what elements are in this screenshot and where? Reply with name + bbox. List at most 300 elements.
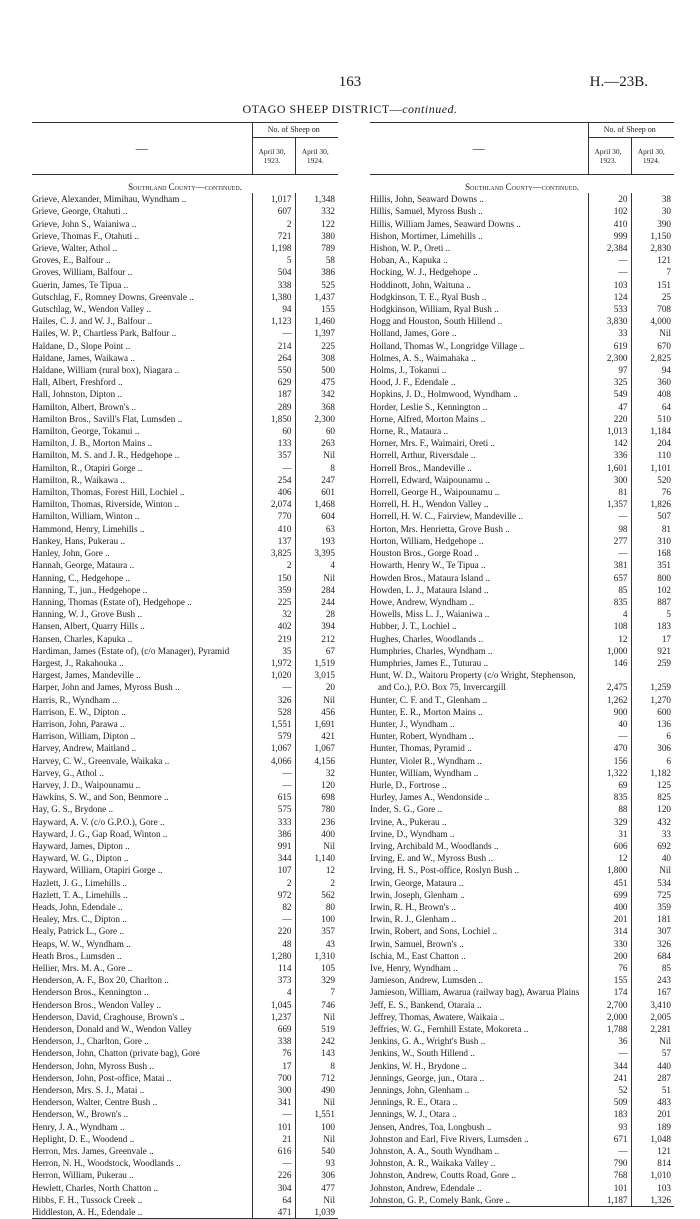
header-group-label: No. of Sheep on	[588, 123, 674, 138]
holder-name: Grieve, Thomas F., Otahuti ..	[32, 230, 140, 241]
sheep-1923: 1,000	[588, 645, 631, 657]
sheep-1924: 204	[631, 437, 674, 449]
sheep-1923: —	[588, 730, 631, 742]
sheep-1924: 825	[631, 791, 674, 803]
sheep-1923: 289	[252, 401, 295, 413]
holder-name: Henderson, Mrs. S. J., Matai ..	[32, 1085, 145, 1096]
sheep-1923: 88	[588, 803, 631, 815]
holder-name: Jeffrey, Thomas, Awatere, Waikaia ..	[370, 1011, 505, 1022]
header-col-1924: April 30, 1924.	[631, 138, 674, 175]
sheep-1924: 1,067	[295, 742, 338, 754]
sheep-1924: 1,551	[295, 1108, 338, 1120]
holder-name: Hall, Johnston, Dipton ..	[32, 389, 123, 400]
table-row	[370, 755, 674, 767]
sheep-1924: 432	[631, 816, 674, 828]
sheep-1923: 20	[588, 193, 631, 205]
sheep-1924: 242	[295, 1035, 338, 1047]
table-row	[32, 474, 338, 486]
sheep-1923: 17	[252, 1060, 295, 1072]
holder-name: Hillis, William James, Seaward Downs ..	[370, 218, 521, 229]
sheep-1924: 20	[295, 681, 338, 693]
sheep-1923: 241	[588, 1072, 631, 1084]
holder-name: Hopkins, J. D., Holmwood, Wyndham ..	[370, 389, 518, 400]
holder-name: Jennings, W. J., Otara ..	[370, 1109, 457, 1120]
sheep-1924: 4,000	[631, 315, 674, 327]
sheep-1924: 525	[295, 279, 338, 291]
sheep-1923: 85	[588, 584, 631, 596]
sheep-1924: 125	[631, 779, 674, 791]
sheep-1924: 725	[631, 889, 674, 901]
table-row	[370, 1108, 674, 1120]
holder-name: Gutschlag, W., Wendon Valley ..	[32, 304, 152, 315]
sheep-1924: 326	[631, 938, 674, 950]
sheep-1923: 575	[252, 803, 295, 815]
sheep-1924: 1,184	[631, 425, 674, 437]
holder-name: Irwin, Samuel, Brown's ..	[370, 938, 464, 949]
sheep-1924: 63	[295, 523, 338, 535]
table-row	[370, 938, 674, 950]
sheep-1924: 32	[295, 767, 338, 779]
sheep-1923: 103	[588, 279, 631, 291]
holder-name: Hibbs, F. H., Tussock Creek ..	[32, 1194, 143, 1205]
sheep-1923: —	[588, 266, 631, 278]
holder-name: Herron, N. H., Woodstock, Woodlands ..	[32, 1158, 181, 1169]
sheep-1924: 284	[295, 584, 338, 596]
sheep-1923: 314	[588, 925, 631, 937]
sheep-1923: 76	[252, 1047, 295, 1059]
sheep-1923: —	[588, 547, 631, 559]
sheep-1923: 200	[588, 950, 631, 962]
holder-name: Hunter, Violet R., Wyndham ..	[370, 755, 482, 766]
table-row	[32, 877, 338, 889]
sheep-1923: 304	[252, 1182, 295, 1194]
table-row	[32, 925, 338, 937]
sheep-1923: 36	[588, 1035, 631, 1047]
sheep-1924: Nil	[295, 840, 338, 852]
sheep-1924: 1,519	[295, 657, 338, 669]
sheep-1923: —	[252, 462, 295, 474]
sheep-1923: 1,262	[588, 694, 631, 706]
holder-name: Jeff, E. S., Bankend, Otaraia ..	[370, 999, 482, 1010]
holder-name: Hazlett, T. A., Limehills ..	[32, 889, 128, 900]
sheep-1923: 972	[252, 889, 295, 901]
sheep-1924: 7	[295, 986, 338, 998]
holder-name: Hamilton, R., Waikawa ..	[32, 474, 125, 485]
holder-name: Hamilton Bros., Savill's Flat, Lumsden ..	[32, 413, 183, 424]
sheep-1924: 1,348	[295, 193, 338, 205]
holder-name: Horton, Mrs. Henrietta, Grove Bush ..	[370, 523, 510, 534]
holder-name: Hanning, C., Hedgehope ..	[32, 572, 130, 583]
sheep-1923: 700	[252, 1072, 295, 1084]
sheep-1923: 32	[252, 608, 295, 620]
sheep-1924: 120	[631, 803, 674, 815]
table-row	[32, 1133, 338, 1145]
holder-name: Holmes, A. S., Waimahaka ..	[370, 352, 476, 363]
holder-name: Harvey, Andrew, Maitland ..	[32, 743, 137, 754]
holder-name: Howells, Miss L. J., Waianiwa ..	[370, 609, 490, 620]
holder-name: Irwin, R. H., Brown's ..	[370, 901, 456, 912]
holder-name: Irving, Archibald M., Woodlands ..	[370, 840, 499, 851]
holder-name: Hiddleston, A. H., Edendale ..	[32, 1206, 252, 1219]
holder-name: Heath Bros., Lumsden ..	[32, 950, 122, 961]
table-row	[32, 1072, 338, 1084]
sheep-1923: 3,830	[588, 315, 631, 327]
table-row	[32, 889, 338, 901]
table-row	[32, 1096, 338, 1108]
holder-name: Hamilton, Thomas, Riverside, Winton ..	[32, 499, 180, 510]
sheep-1923: 1,013	[588, 425, 631, 437]
table-row	[370, 840, 674, 852]
sheep-1924: 93	[295, 1157, 338, 1169]
sheep-1923: 1,187	[588, 1194, 631, 1207]
sheep-1924: 3,410	[631, 999, 674, 1011]
table-row	[32, 620, 338, 632]
table-row	[32, 352, 338, 364]
holder-name: Horrell, Arthur, Riversdale ..	[370, 450, 476, 461]
sheep-1923: 790	[588, 1157, 631, 1169]
sheep-1923: 900	[588, 706, 631, 718]
sheep-1924: 562	[295, 889, 338, 901]
holder-name: Hargest, James, Mandeville ..	[32, 670, 141, 681]
sheep-1923: 999	[588, 230, 631, 242]
sheep-1923: 341	[252, 1096, 295, 1108]
holder-name: Hoban, A., Kapuka ..	[370, 255, 448, 266]
sheep-1924: 122	[295, 218, 338, 230]
table-row	[32, 376, 338, 388]
table-row	[32, 913, 338, 925]
sheep-1923: 114	[252, 962, 295, 974]
table-row	[32, 340, 338, 352]
sheep-1924: 7	[631, 266, 674, 278]
holder-name: Horrell, H. H., Wendon Valley ..	[370, 499, 489, 510]
holder-name: Horrell Bros., Mandeville ..	[370, 462, 472, 473]
sheep-1923: 12	[588, 852, 631, 864]
sheep-1923: 1,020	[252, 669, 295, 681]
sheep-1923: 300	[252, 1084, 295, 1096]
sheep-1924: 456	[295, 706, 338, 718]
holder-name: Hodgkinson, William, Ryal Bush ..	[370, 304, 499, 315]
sheep-1923: 69	[588, 779, 631, 791]
sheep-1923: 174	[588, 986, 631, 998]
sheep-1923: 671	[588, 1133, 631, 1145]
holder-name: Hunter, E. R., Morton Mains ..	[370, 706, 483, 717]
sheep-1924: Nil	[295, 1011, 338, 1023]
header-dash: —	[370, 123, 588, 175]
sheep-1924: 76	[631, 486, 674, 498]
table-row	[32, 706, 338, 718]
sheep-1923: 669	[252, 1023, 295, 1035]
table-row	[370, 254, 674, 266]
sheep-1923: 35	[252, 645, 295, 657]
sheep-1924: 201	[631, 1108, 674, 1120]
table-row	[32, 950, 338, 962]
sheep-1923: 338	[252, 1035, 295, 1047]
table-row	[370, 718, 674, 730]
table-row	[370, 388, 674, 400]
holder-name: Jennings, John, Glenham ..	[370, 1085, 470, 1096]
sheep-1923: 2,384	[588, 242, 631, 254]
title-continued: continued.	[402, 102, 458, 116]
header-col-1923: April 30, 1923.	[252, 138, 295, 175]
sheep-1924: 368	[295, 401, 338, 413]
sheep-1923: 4	[252, 986, 295, 998]
sheep-1923: 220	[252, 925, 295, 937]
table-row	[370, 523, 674, 535]
holder-name: Irvine, D., Wyndham ..	[370, 828, 455, 839]
holder-name: Jenkins, W. H., Brydone ..	[370, 1060, 467, 1071]
holder-name: Irwin, Joseph, Glenham ..	[370, 889, 465, 900]
sheep-1923: 768	[588, 1169, 631, 1181]
table-row	[370, 1047, 674, 1059]
sheep-1924: 490	[295, 1084, 338, 1096]
sheep-1923: —	[588, 1047, 631, 1059]
sheep-1923: 156	[588, 755, 631, 767]
sheep-1923: 619	[588, 340, 631, 352]
table-row	[32, 816, 338, 828]
table-row	[370, 1133, 674, 1145]
sheep-1923: 326	[252, 694, 295, 706]
sheep-1924: 1,691	[295, 718, 338, 730]
holder-name: Healey, Mrs. C., Dipton ..	[32, 914, 127, 925]
sheep-1924: 259	[631, 657, 674, 669]
sheep-1924: 712	[295, 1072, 338, 1084]
sheep-1924: 1,010	[631, 1169, 674, 1181]
holder-name: Harrison, E. W., Dipton ..	[32, 706, 126, 717]
table-row	[370, 266, 674, 278]
table-row	[32, 1194, 338, 1206]
table-row	[370, 767, 674, 779]
sheep-1923: 451	[588, 877, 631, 889]
document-code: H.—23B.	[589, 74, 648, 90]
holder-name: Hanley, John, Gore ..	[32, 548, 110, 559]
holder-name: Harvey, J. D., Waipounamu ..	[32, 779, 141, 790]
sheep-1924: 12	[295, 864, 338, 876]
sheep-1923: 1,972	[252, 657, 295, 669]
sheep-1924: Nil	[631, 1035, 674, 1047]
table-row	[32, 1011, 338, 1023]
sheep-1924: 103	[631, 1182, 674, 1194]
table-row	[370, 449, 674, 461]
holder-name: Hellier, Mrs. M. A., Gore ..	[32, 963, 133, 973]
holder-name: Jeffries, W. G., Fernhill Estate, Mokoreta ..	[370, 1024, 529, 1035]
table-row	[32, 657, 338, 669]
table-row	[370, 242, 674, 254]
holder-name: Henderson Bros., Kennington ..	[32, 987, 149, 998]
sheep-1923: —	[588, 254, 631, 266]
holder-name: Hawkins, S. W., and Son, Benmore ..	[32, 792, 169, 803]
table-row	[32, 596, 338, 608]
sheep-1924: 520	[631, 474, 674, 486]
holder-name: Hughes, Charles, Woodlands ..	[370, 633, 484, 644]
table-row	[370, 925, 674, 937]
holder-name: Jenkins, W., South Hillend ..	[370, 1048, 475, 1059]
sheep-1923: 220	[588, 413, 631, 425]
table-row	[370, 1182, 674, 1194]
sheep-1923: 60	[252, 425, 295, 437]
table-row	[370, 510, 674, 522]
sheep-1924: 310	[631, 535, 674, 547]
sheep-1924: 483	[631, 1096, 674, 1108]
table-row	[370, 669, 674, 693]
table-row	[370, 1023, 674, 1035]
table-row	[370, 303, 674, 315]
sheep-1924: 110	[631, 449, 674, 461]
sheep-1923: 300	[588, 474, 631, 486]
table-row	[370, 1121, 674, 1133]
sheep-1923: 835	[588, 596, 631, 608]
table-row	[32, 986, 338, 998]
sheep-1924: 155	[295, 303, 338, 315]
sheep-1923: 616	[252, 1145, 295, 1157]
holder-name: Jensen, Andres, Toa, Longbush ..	[370, 1121, 492, 1132]
holder-name: Hayward, William, Otapiri Gorge ..	[32, 865, 163, 876]
sheep-1924: 151	[631, 279, 674, 291]
sheep-1924: 6	[631, 755, 674, 767]
sheep-1924: 1,826	[631, 498, 674, 510]
table-row	[370, 901, 674, 913]
table-row	[32, 559, 338, 571]
holder-name: Harris, R., Wyndham ..	[32, 694, 118, 705]
sheep-1923: 770	[252, 510, 295, 522]
holder-name: Horne, R., Mataura ..	[370, 426, 449, 437]
sheep-1923: 2	[252, 877, 295, 889]
holder-name: Hall, Albert, Freshford ..	[32, 377, 123, 388]
holder-name: Hamilton, R., Otapiri Gorge ..	[32, 462, 143, 473]
holder-name: Houston Bros., Gorge Road ..	[370, 548, 480, 559]
sheep-1923: —	[588, 510, 631, 522]
sheep-1924: 168	[631, 547, 674, 559]
sheep-1923: 606	[588, 840, 631, 852]
holder-name: Hamilton, George, Tokanui ..	[32, 426, 140, 437]
sheep-1924: 2,005	[631, 1011, 674, 1023]
table-row	[32, 938, 338, 950]
holder-name: Holland, James, Gore ..	[370, 328, 457, 339]
holder-name: Hogg and Houston, South Hillend ..	[370, 316, 503, 327]
sheep-1924: 100	[295, 913, 338, 925]
sheep-1923: 264	[252, 352, 295, 364]
holder-name: Horton, William, Hedgehope ..	[370, 535, 484, 546]
table-row	[32, 852, 338, 864]
sheep-1924: 507	[631, 510, 674, 522]
sheep-1923: —	[252, 681, 295, 693]
table-row	[32, 1157, 338, 1169]
sheep-1924: 3,015	[295, 669, 338, 681]
sheep-1924: 1,326	[631, 1194, 674, 1207]
holder-name: Irwin, R. J., Glenham ..	[370, 914, 457, 925]
table-row	[32, 608, 338, 620]
table-row	[370, 572, 674, 584]
table-row	[370, 962, 674, 974]
table-row	[32, 364, 338, 376]
sheep-1923: 550	[252, 364, 295, 376]
sheep-1923: 108	[588, 620, 631, 632]
sheep-1923: 133	[252, 437, 295, 449]
sheep-1923: 40	[588, 718, 631, 730]
sheep-1924: 40	[631, 852, 674, 864]
table-row	[370, 730, 674, 742]
holder-name: Johnston, Andrew, Edendale ..	[370, 1182, 482, 1193]
sheep-1923: 2	[252, 218, 295, 230]
sheep-1924: 189	[631, 1121, 674, 1133]
table-row	[370, 1194, 674, 1207]
table-row	[32, 242, 338, 254]
sheep-1924: 475	[295, 376, 338, 388]
table-row	[370, 425, 674, 437]
sheep-1923: 1,198	[252, 242, 295, 254]
table-row	[370, 535, 674, 547]
holder-name: Hanning, W. J., Grove Bush ..	[32, 609, 142, 620]
holder-name: Holms, J., Tokanui ..	[370, 365, 447, 376]
table-row	[370, 779, 674, 791]
sheep-1924: 225	[295, 340, 338, 352]
sheep-1923: 336	[588, 449, 631, 461]
right-table	[370, 122, 674, 1207]
holder-name: Horrell, Edward, Waipounamu ..	[370, 474, 490, 485]
sheep-1924: 28	[295, 608, 338, 620]
holder-name: Henderson, John, Chatton (private bag), Gore	[32, 1048, 200, 1059]
left-table	[32, 122, 338, 1219]
header-dash: —	[32, 123, 252, 175]
table-row	[370, 620, 674, 632]
holder-name: Hammond, Henry, Limehills ..	[32, 523, 145, 534]
holder-name: Hubber, J. T., Lochiel ..	[370, 621, 457, 632]
sheep-1924: 236	[295, 816, 338, 828]
sheep-1924: 887	[631, 596, 674, 608]
table-row	[370, 1169, 674, 1181]
holder-name: Jennings, George, jun., Otara ..	[370, 1072, 485, 1083]
holder-name: Hood, J. F., Edendale ..	[370, 377, 456, 388]
holder-name: Hurle, D., Fortrose ..	[370, 779, 447, 790]
table-row	[32, 449, 338, 461]
sheep-1924: 167	[631, 986, 674, 998]
holder-name: Harrison, William, Dipton ..	[32, 731, 136, 742]
sheep-1923: 699	[588, 889, 631, 901]
sheep-1924: 500	[295, 364, 338, 376]
table-row	[370, 645, 674, 657]
title-main: OTAGO SHEEP DISTRICT—	[242, 102, 403, 116]
sheep-1923: 991	[252, 840, 295, 852]
sheep-1923: 187	[252, 388, 295, 400]
sheep-1924: Nil	[295, 449, 338, 461]
table-row	[32, 254, 338, 266]
sheep-1923: 76	[588, 962, 631, 974]
sheep-1923: 657	[588, 572, 631, 584]
table-row	[32, 828, 338, 840]
holder-name: Grieve, John S., Waianiwa ..	[32, 218, 137, 229]
page-number: 163	[338, 74, 362, 90]
holder-name: Johnston and Earl, Five Rivers, Lumsden ..	[370, 1133, 529, 1144]
sheep-1924: 263	[295, 437, 338, 449]
table-row	[32, 974, 338, 986]
section-heading: Southland County—continued.	[128, 182, 242, 192]
sheep-1923: 214	[252, 340, 295, 352]
table-row	[32, 327, 338, 339]
table-row	[32, 633, 338, 645]
holder-name: Henderson Bros., Wendon Valley ..	[32, 999, 162, 1010]
sheep-1923: 344	[588, 1060, 631, 1072]
table-row	[32, 230, 338, 242]
holder-name: Holland, Thomas W., Longridge Village ..	[370, 340, 525, 351]
holder-name: Henderson, John, Myross Bush ..	[32, 1060, 154, 1071]
holder-name: Haldane, James, Waikawa ..	[32, 352, 135, 363]
sheep-1923: 410	[588, 218, 631, 230]
sheep-1924: 67	[295, 645, 338, 657]
holder-name: Humphries, Charles, Wyndham ..	[370, 645, 493, 656]
sheep-1923: 2	[252, 559, 295, 571]
holder-name: Horrell, H. W. C., Fairview, Mandeville ..	[370, 511, 524, 522]
sheep-1924: 136	[631, 718, 674, 730]
table-row	[370, 1060, 674, 1072]
